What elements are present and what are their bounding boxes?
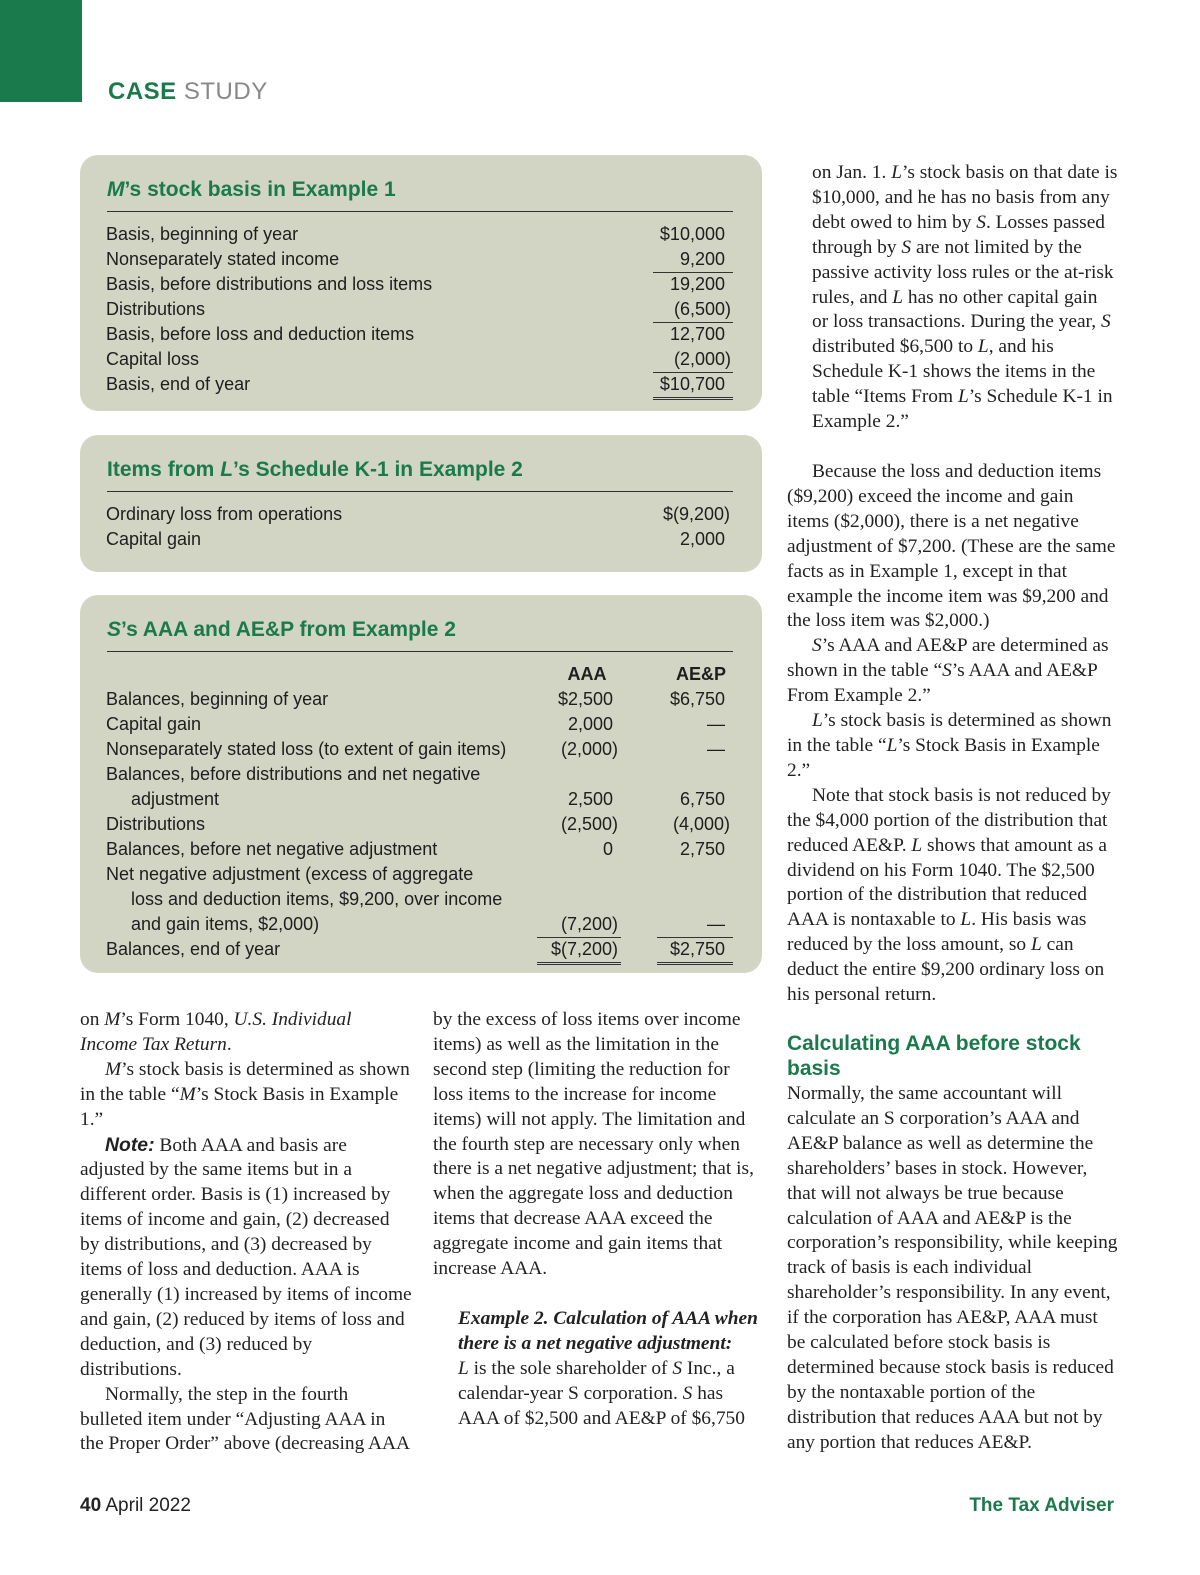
publication-name: The Tax Adviser	[969, 1495, 1114, 1516]
paragraph: on Jan. 1. L’s stock basis on that date is $10,000, and he has no basis from any debt owed to him by S. Losses passed through by S are not limited by the passive activity loss rules or the at-risk rules, and L has no other capital gain or loss transactions. During the year, S distributed $6,500 to L, and his Schedule K-1 shows the items in the table “Items From L’s Schedule K-1 in Example 2.”	[812, 162, 1118, 433]
table-row-value: 2,000	[679, 529, 725, 549]
paragraph: Note: Both AAA and basis are adjusted by the same items but in a different order. Basis is (1) increased by items of income and gain, (2) decreased by distributions, and (3) decreased by items of loss and deduction. AAA is generally (1) increased by items of income and gain, (2) reduced by items of loss and deduction, and (3) reduced by distributions.	[80, 1133, 412, 1380]
table-row-label: Basis, before loss and deduction items	[106, 324, 415, 344]
aep-value: —	[707, 739, 725, 759]
table-title: Items from L’s Schedule K-1 in Example 2	[107, 458, 523, 481]
article-column-right-mid	[787, 460, 1118, 1008]
paragraph: by the excess of loss items over income items) as well as the limitation in the second step (limiting the reduction for loss items to the increase for income items) will not apply. The limitation and the fourth step are necessary only when there is a net negative adjustment; that is, when the aggregate loss and deduction items that decrease AAA exceed the aggregate income and gain items that increase AAA.	[433, 1009, 754, 1280]
paragraph: M’s stock basis is determined as shown in the table “M’s Stock Basis in Example 1.”	[80, 1058, 410, 1130]
table-row-value: 19,200	[669, 274, 725, 294]
table-box-k1-items	[80, 435, 762, 572]
issue-date: April 2022	[105, 1495, 191, 1516]
aep-value: —	[707, 714, 725, 734]
aaa-value: 2,500	[567, 789, 613, 809]
column-header-aep: AE&P	[675, 664, 726, 684]
table-row-value: 12,700	[669, 324, 725, 344]
table-box-aaa-aep	[80, 595, 762, 973]
table-row-label: Basis, beginning of year	[106, 224, 299, 244]
table-row-label: Balances, before distributions and net negative	[106, 764, 481, 784]
table-row-label: Ordinary loss from operations	[106, 504, 343, 524]
table-row-label: loss and deduction items, $9,200, over income	[131, 889, 503, 909]
table-row-label: Net negative adjustment (excess of aggregate	[106, 864, 474, 884]
title-rule	[107, 651, 733, 652]
table-row-label: Distributions	[106, 814, 206, 834]
paragraph: S’s AAA and AE&P are determined as shown in the table “S’s AAA and AE&P From Example 2.”	[787, 635, 1109, 707]
table-row-value: $10,700	[653, 372, 733, 397]
aaa-value: $(7,200)	[537, 937, 621, 962]
paragraph: Normally, the same accountant will calculate an S corporation’s AAA and AE&P balance as well as determine the shareholders’ bases in stock. However, that will not always be true because calculation of AAA and AE&P is the corporation’s responsibility, while keeping track of basis is each individual shareholder’s responsibility. In any event, if the corporation has AE&P, AAA must be calculated before stock basis is determined because stock basis is reduced by the nontaxable portion of the distribution that reduces AAA but not by any portion that reduces AE&P.	[787, 1083, 1118, 1453]
section-label	[108, 78, 268, 106]
table-row-label: Distributions	[106, 299, 206, 319]
table-row-label: Capital gain	[106, 529, 202, 549]
table-title: S’s AAA and AE&P from Example 2	[107, 618, 456, 641]
aep-value: $2,750	[657, 937, 733, 962]
section-label-bold: CASE	[108, 78, 177, 105]
aaa-value: 2,000	[567, 714, 613, 734]
table-row-label: adjustment	[131, 789, 220, 809]
article-column-middle	[433, 1008, 763, 1432]
table-title: M’s stock basis in Example 1	[107, 178, 396, 201]
table-row-label: Nonseparately stated loss (to extent of gain items)	[106, 739, 507, 759]
column-header-aaa: AAA	[567, 664, 607, 684]
table-row-label: and gain items, $2,000)	[131, 914, 320, 934]
aep-value: $6,750	[669, 689, 725, 709]
table-row-value: (2,000)	[653, 347, 733, 372]
table-row-value: (6,500)	[653, 297, 733, 322]
aaa-value: (2,500)	[560, 814, 618, 834]
table-row-label: Balances, before net negative adjustment	[106, 839, 438, 859]
subheading: Calculating AAA before stock basis	[787, 1032, 1081, 1080]
table-row-value: $(9,200)	[662, 504, 730, 524]
aaa-value: (7,200)	[537, 912, 621, 937]
title-rule	[107, 211, 733, 212]
example-paragraph: Example 2. Calculation of AAA when there is a net negative adjustment: L is the sole shareholder of S Inc., a calendar-year S corporation. S has AAA of $2,500 and AE&P of $6,750	[458, 1307, 758, 1429]
title-rule	[107, 491, 733, 492]
table-row-label: Basis, end of year	[106, 374, 251, 394]
paragraph: Normally, the step in the fourth bulleted item under “Adjusting AAA in the Proper Order” above (decreasing AAA	[80, 1383, 411, 1455]
article-column-left	[80, 1008, 412, 1457]
header-color-tab	[0, 0, 82, 102]
table-row-value: 9,200	[653, 247, 733, 272]
table-row-label: Capital gain	[106, 714, 202, 734]
aaa-value: (2,000)	[560, 739, 618, 759]
table-row-value: $10,000	[659, 224, 725, 244]
paragraph: L’s stock basis is determined as shown in the table “L’s Stock Basis in Example 2.”	[787, 710, 1112, 781]
aep-value: 6,750	[679, 789, 725, 809]
table-box-m-stock-basis	[80, 155, 762, 411]
page-number: 40	[80, 1495, 102, 1516]
table-row-label: Balances, beginning of year	[106, 689, 329, 709]
table-row-label: Balances, end of year	[106, 939, 281, 959]
article-column-right-top	[812, 161, 1118, 435]
table-row-label: Basis, before distributions and loss items	[106, 274, 433, 294]
aep-value: (4,000)	[672, 814, 730, 834]
table-row-label: Nonseparately stated income	[106, 249, 340, 269]
paragraph: Because the loss and deduction items ($9,200) exceed the income and gain items ($2,000), there is a net negative adjustment of $7,200. (These are the same facts as in Example 1, except in that example the income item was $9,200 and the loss item was $2,000.)	[787, 461, 1116, 632]
aep-value: —	[657, 912, 733, 937]
table-row-label: Capital loss	[106, 349, 200, 369]
aep-value: 2,750	[679, 839, 725, 859]
aaa-value: 0	[602, 839, 613, 859]
aaa-value: $2,500	[557, 689, 613, 709]
article-column-right-bottom	[787, 1031, 1118, 1456]
paragraph: Note that stock basis is not reduced by the $4,000 portion of the distribution that reduced AE&P. L shows that amount as a dividend on his Form 1040. The $2,500 portion of the distribution that reduced AAA is nontaxable to L. His basis was reduced by the loss amount, so L can deduct the entire $9,200 ordinary loss on his personal return.	[787, 784, 1111, 1006]
paragraph: on M’s Form 1040, U.S. Individual Income Tax Return.	[80, 1009, 352, 1055]
section-label-light: STUDY	[183, 78, 268, 105]
page-footer-left	[80, 1495, 191, 1517]
